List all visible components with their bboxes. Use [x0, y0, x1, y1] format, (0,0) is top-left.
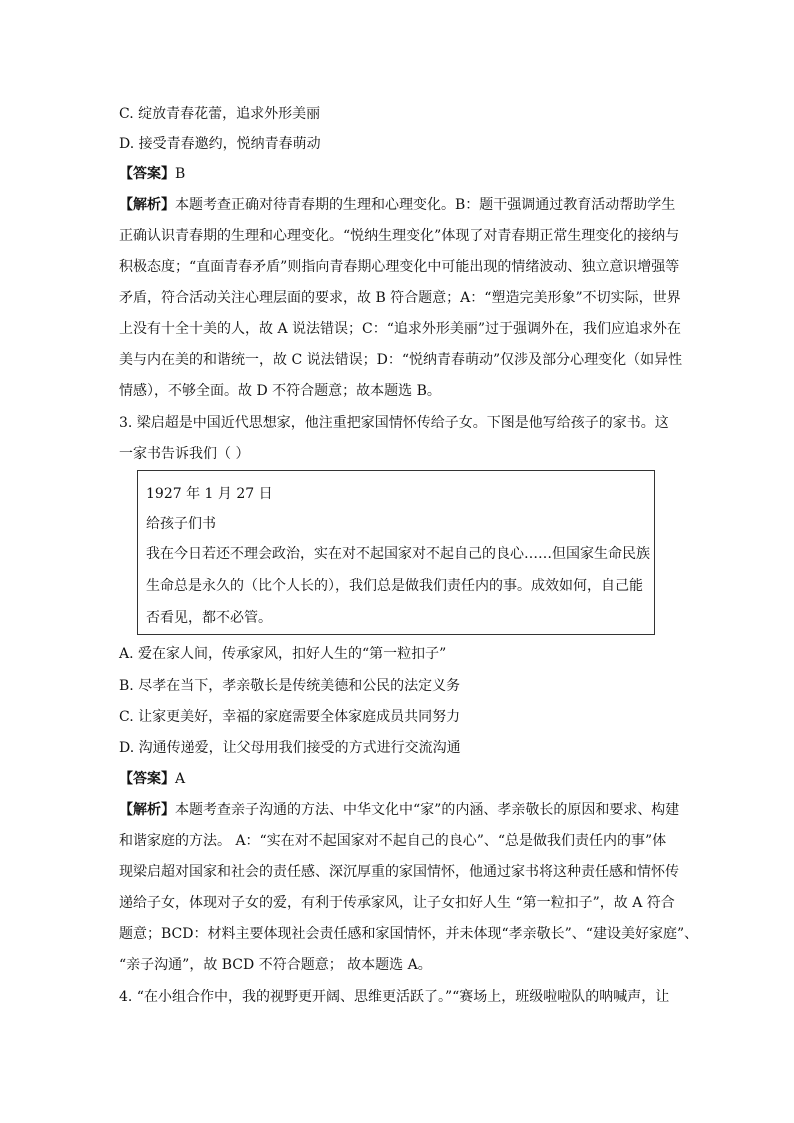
q3-analysis-line-2: 和谐家庭的方法。 A：“实在对不起国家对不起自己的良心”、“总是做我们责任内的事”体 [119, 833, 667, 849]
q3-letter-box [137, 470, 655, 635]
q3-analysis-line-3: 现梁启超对国家和社会的责任感、深沉厚重的家国情怀，他通过家书将这种责任感和情怀传 [119, 864, 679, 880]
q3-stem-line-1: 3. 梁启超是中国近代思想家，他注重把家国情怀传给子女。下图是他写给孩子的家书。这 [119, 415, 669, 431]
letter-body-line-3: 否看见，都不必管。 [146, 610, 272, 626]
q2-answer-value: B [175, 166, 186, 182]
q3-answer-value: A [175, 771, 186, 787]
letter-body-line-1: 我在今日若还不理会政治，实在对不起国家对不起自己的良心……但国家生命民族 [146, 546, 650, 562]
q2-answer-tag: 【答案】 [119, 166, 175, 182]
q2-option-d: D. 接受青春邀约，悦纳青春萌动 [119, 136, 321, 152]
q3-analysis-line-6: “亲子沟通”，故 BCD 不符合题意； 故本题选 A。 [119, 957, 432, 973]
letter-body-line-2: 生命总是永久的（比个人长的），我们总是做我们责任内的事。成效如何，自己能 [146, 578, 643, 594]
q3-option-d: D. 沟通传递爱，让父母用我们接受的方式进行交流沟通 [119, 740, 461, 756]
q2-option-c: C. 绽放青春花蕾，追求外形美丽 [119, 106, 321, 122]
q4-stem: 4. “在小组合作中，我的视野更开阔、思维更活跃了。”“赛场上，班级啦啦队的呐喊声，让 [119, 989, 670, 1005]
q2-analysis-line-4: 矛盾，符合活动关注心理层面的要求，故 B 符合题意；A：“塑造完美形象”不切实际，世界 [119, 290, 681, 306]
q3-analysis-line-5: 题意；BCD：材料主要体现社会责任感和家国情怀，并未体现“孝亲敬长”、“建设美好家庭”、 [119, 926, 699, 942]
q2-analysis-line-6: 美与内在美的和谐统一，故 C 说法错误；D：“悦纳青春萌动”仅涉及部分心理变化（如异性 [119, 352, 683, 368]
q3-option-c: C. 让家更美好，幸福的家庭需要全体家庭成员共同努力 [119, 709, 461, 725]
q2-analysis-line-3: 积极态度；“直面青春矛盾”则指向青春期心理变化中可能出现的情绪波动、独立意识增强等 [119, 259, 680, 275]
letter-date: 1927 年 1 月 27 日 [146, 486, 273, 502]
q3-answer-tag: 【答案】 [119, 771, 175, 787]
q3-stem-line-2: 一家书告诉我们（ ） [119, 446, 250, 462]
q2-answer [119, 165, 679, 183]
q3-analysis-line-1: 【解析】本题考查亲子沟通的方法、中华文化中“家”的内涵、孝亲敬长的原因和要求、构建 [119, 802, 680, 818]
q3-answer [119, 770, 679, 788]
q3-option-a: A. 爱在家人间，传承家风，扣好人生的“第一粒扣子” [119, 646, 447, 662]
q3-analysis-tag: 【解析】 [119, 802, 175, 818]
letter-heading: 给孩子们书 [146, 516, 216, 532]
q2-analysis-line-1: 【解析】本题考查正确对待青春期的生理和心理变化。B：题干强调通过教育活动帮助学生 [119, 197, 676, 213]
q2-analysis-tag: 【解析】 [119, 197, 175, 213]
q2-analysis-line-7: 情感），不够全面。故 D 不符合题意；故本题选 B。 [119, 383, 441, 399]
q2-analysis-line-2: 正确认识青春期的生理和心理变化。“悦纳生理变化”体现了对青春期正常生理变化的接纳与 [119, 228, 680, 244]
q3-option-b: B. 尽孝在当下，孝亲敬长是传统美德和公民的法定义务 [119, 678, 461, 694]
q3-analysis-line-4: 递给子女，体现对子女的爱，有利于传承家风，让子女扣好人生 “第一粒扣子”，故 A 符合 [119, 895, 675, 911]
q2-analysis-line-5: 上没有十全十美的人，故 A 说法错误；C：“追求外形美丽”过于强调外在，我们应追求外在 [119, 321, 682, 337]
